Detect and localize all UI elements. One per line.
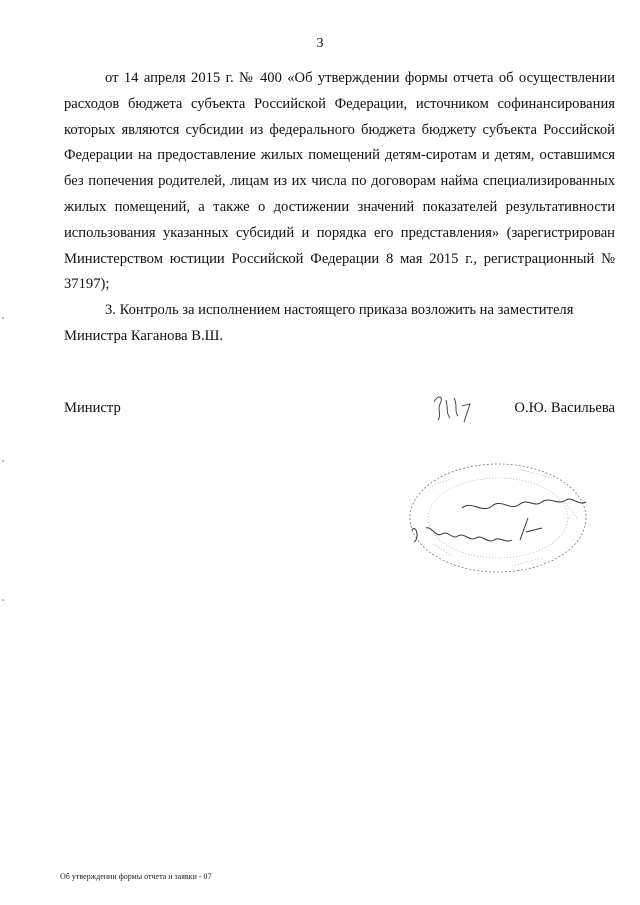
registration-stamp [392, 448, 607, 588]
document-body [64, 66, 615, 350]
scan-margin-marks [0, 0, 20, 905]
page-number: 3 [316, 36, 324, 51]
signer-name: О.Ю. Васильева [514, 400, 615, 416]
footer-doc-reference: Об утверждении формы отчета и заявки - 07 [60, 872, 212, 881]
paragraph-3: 3. Контроль за исполнением настоящего приказа возложить на заместителя Министра Каганова В.Ш. [64, 302, 574, 344]
paragraph-continued: от 14 апреля 2015 г. № 400 «Об утверждении формы отчета об осуществлении расходов бюджета субъекта Российской Федерации, источником софинансирования которых являются субсидии из федерального бюджета бюджету субъекта Российской Федерации на предоставление жилых помещений детям-сиротам и детям, оставшимся без попечения родителей, лицам из их числа по договорам найма специализированных жилых помещений, а также о достижении значений показателей результативности использования указанных субсидий и порядка его представления» (зарегистрирован Министерством юстиции Российской Федерации 8 мая 2015 г., регистрационный № 37197); [64, 70, 615, 293]
handwritten-signature [428, 390, 484, 426]
signer-position: Министр [64, 400, 121, 416]
